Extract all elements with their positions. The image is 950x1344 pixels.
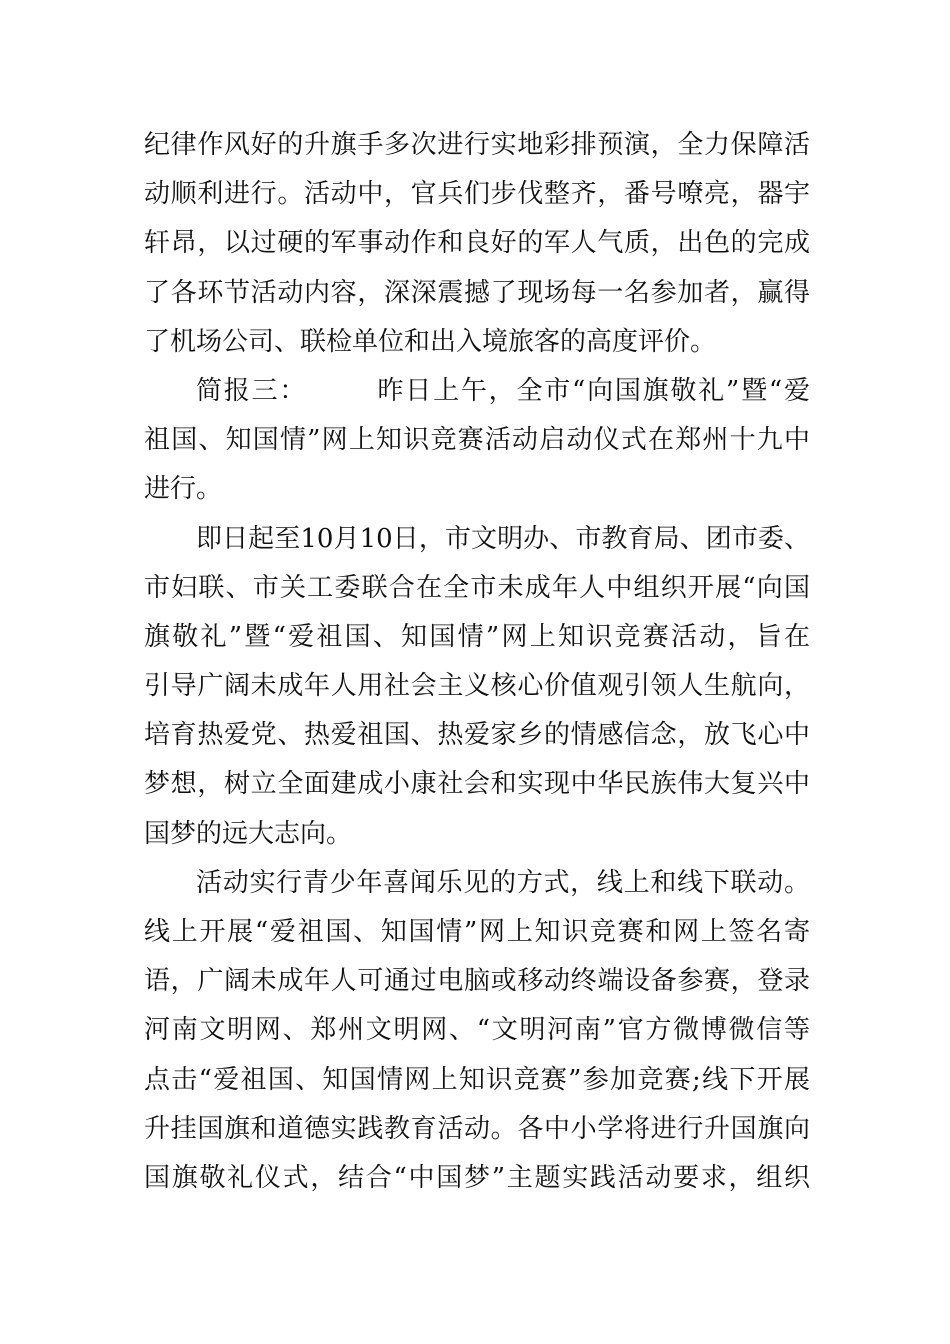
text-line: 国旗敬礼仪式，结合“中国梦”主题实践活动要求，组织 — [144, 1162, 810, 1193]
text-line: 轩昂，以过硬的军事动作和良好的军人气质，出色的完成 — [144, 228, 810, 259]
text-line: 即日起至10月10日，市文明办、市教育局、团市委、 — [196, 523, 810, 554]
body-text — [144, 121, 810, 1203]
text-line: 了各环节活动内容，深深震撼了现场每一名参加者，赢得 — [144, 277, 810, 308]
text-line: 祖国、知国情”网上知识竞赛活动启动仪式在郑州十九中 — [144, 425, 810, 456]
text-line: 进行。 — [144, 474, 223, 505]
text-line: 旗敬礼”暨“爱祖国、知国情”网上知识竞赛活动，旨在 — [144, 621, 810, 652]
text-line: 活动实行青少年喜闻乐见的方式，线上和线下联动。 — [196, 867, 810, 898]
text-line: 语，广阔未成年人可通过电脑或移动终端设备参赛，登录 — [144, 966, 810, 997]
text-line: 河南文明网、郑州文明网、“文明河南”官方微博微信等 — [144, 1015, 810, 1046]
text-line: 梦想，树立全面建成小康社会和实现中华民族伟大复兴中 — [144, 769, 810, 800]
text-line: 国梦的远大志向。 — [144, 818, 353, 849]
text-line: 动顺利进行。活动中，官兵们步伐整齐，番号嘹亮，器宇 — [144, 179, 810, 210]
text-line: 了机场公司、联检单位和出入境旅客的高度评价。 — [144, 326, 717, 357]
section-heading-line: 简报三： 昨日上午，全市“向国旗敬礼”暨“爱 — [196, 375, 810, 406]
text-line: 升挂国旗和道德实践教育活动。各中小学将进行升国旗向 — [144, 1113, 810, 1144]
text-line: 引导广阔未成年人用社会主义核心价值观引领人生航向， — [144, 671, 810, 702]
text-line: 线上开展“爱祖国、知国情”网上知识竞赛和网上签名寄 — [144, 917, 810, 947]
text-line: 点击“爱祖国、知国情网上知识竞赛”参加竞赛;线下开展 — [144, 1064, 810, 1095]
text-line: 纪律作风好的升旗手多次进行实地彩排预演，全力保障活 — [144, 130, 810, 160]
text-line: 市妇联、市关工委联合在全市未成年人中组织开展“向国 — [144, 572, 810, 603]
text-line: 培育热爱党、热爱祖国、热爱家乡的情感信念，放飞心中 — [144, 720, 810, 751]
